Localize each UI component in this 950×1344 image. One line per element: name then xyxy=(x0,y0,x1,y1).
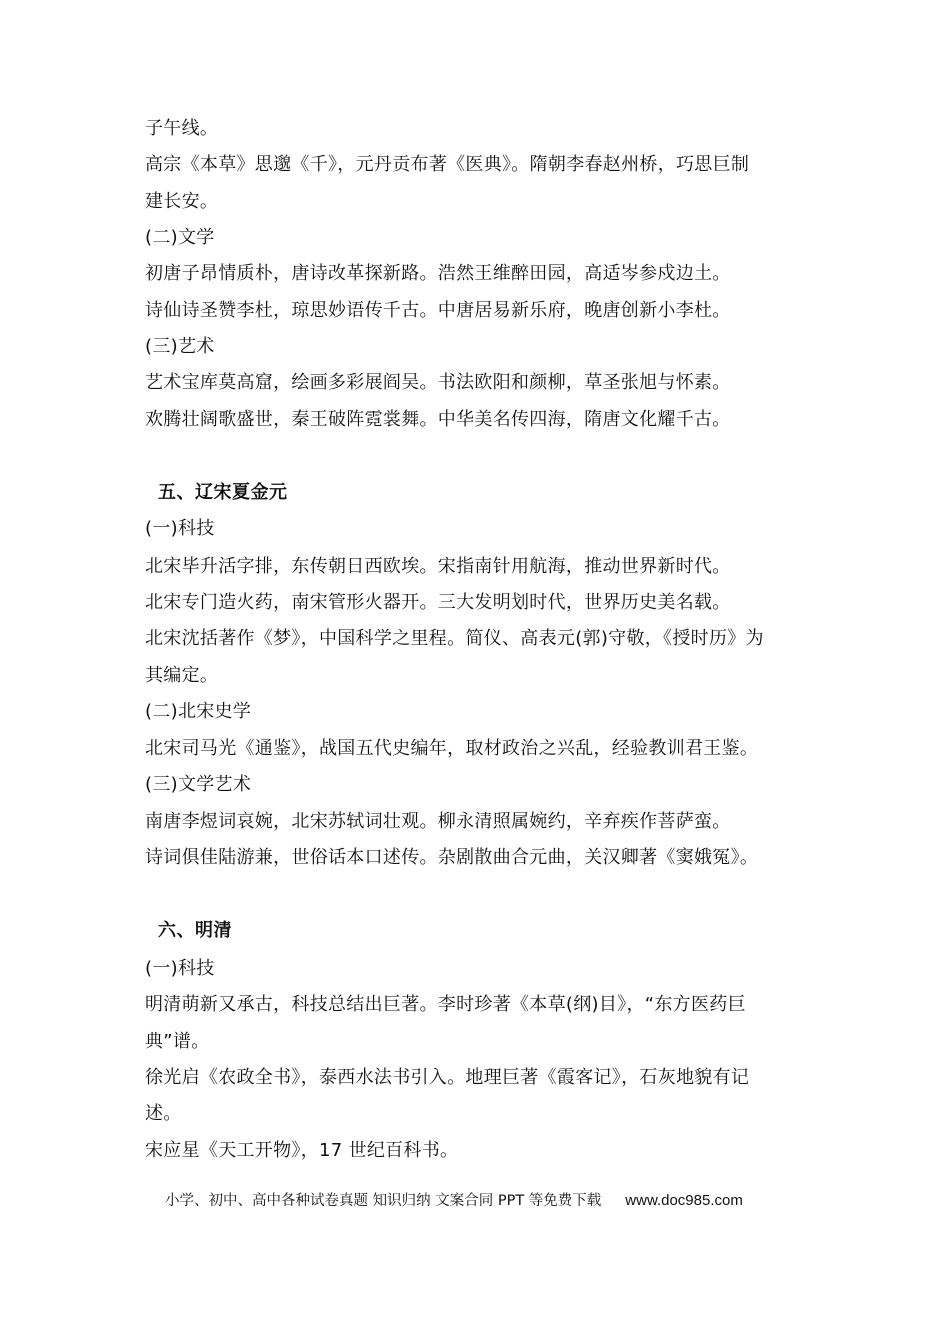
text-line: 欢腾壮阔歌盛世，秦王破阵霓裳舞。中华美名传四海，隋唐文化耀千古。 xyxy=(145,409,731,430)
text-line: 子午线。 xyxy=(145,118,219,139)
text-line: 北宋沈括著作《梦》，中国科学之里程。简仪、高表元(郭)守敬，《授时历》为 xyxy=(145,628,764,649)
subsection-heading: (三)艺术 xyxy=(145,336,215,357)
footer-text: 小学、初中、高中各种试卷真题 知识归纳 文案合同 PPT 等免费下载 xyxy=(165,1193,602,1209)
subsection-heading: (二)北宋史学 xyxy=(145,701,252,722)
text-line: 徐光启《农政全书》，泰西水法书引入。地理巨著《霞客记》，石灰地貌有记 xyxy=(145,1067,750,1088)
text-line: 南唐李煜词哀婉，北宋苏轼词壮观。柳永清照属婉约，辛弃疾作菩萨蛮。 xyxy=(145,811,731,832)
text-line: 初唐子昂情质朴，唐诗改革探新路。浩然王维醉田园，高适岑参戍边土。 xyxy=(145,263,731,284)
text-line: 诗词俱佳陆游兼，世俗话本口述传。杂剧散曲合元曲，关汉卿著《窦娥冤》。 xyxy=(145,847,759,868)
section-heading: 六、明清 xyxy=(158,920,232,941)
section-heading: 五、辽宋夏金元 xyxy=(158,482,288,503)
text-line: 北宋毕升活字排，东传朝日西欧埃。宋指南针用航海，推动世界新时代。 xyxy=(145,556,731,577)
subsection-heading: (二)文学 xyxy=(145,227,215,248)
subsection-heading: (三)文学艺术 xyxy=(145,774,252,795)
text-line: 北宋司马光《通鉴》，战国五代史编年，取材政治之兴乱，经验教训君王鉴。 xyxy=(145,738,759,759)
text-line: 典”谱。 xyxy=(145,1031,210,1052)
text-line: 北宋专门造火药，南宋管形火器开。三大发明划时代，世界历史美名载。 xyxy=(145,592,731,613)
text-line: 高宗《本草》思邈《千》，元丹贡布著《医典》。隋朝李春赵州桥，巧思巨制 xyxy=(145,154,750,175)
text-line: 明清萌新又承古，科技总结出巨著。李时珍著《本草(纲)目》，“东方医药巨 xyxy=(145,994,746,1015)
text-line: 诗仙诗圣赞李杜，琼思妙语传千古。中唐居易新乐府，晚唐创新小李杜。 xyxy=(145,300,731,321)
footer-url: www.doc985.com xyxy=(625,1192,743,1209)
subsection-heading: (一)科技 xyxy=(145,518,215,539)
text-line: 宋应星《天工开物》，17 世纪百科书。 xyxy=(145,1140,459,1161)
text-line: 艺术宝库莫高窟，绘画多彩展阎吴。书法欧阳和颜柳，草圣张旭与怀素。 xyxy=(145,372,731,393)
text-line: 述。 xyxy=(145,1103,182,1124)
text-line: 建长安。 xyxy=(145,191,219,212)
subsection-heading: (一)科技 xyxy=(145,958,215,979)
text-line: 其编定。 xyxy=(145,665,219,686)
page-footer xyxy=(165,1190,743,1212)
